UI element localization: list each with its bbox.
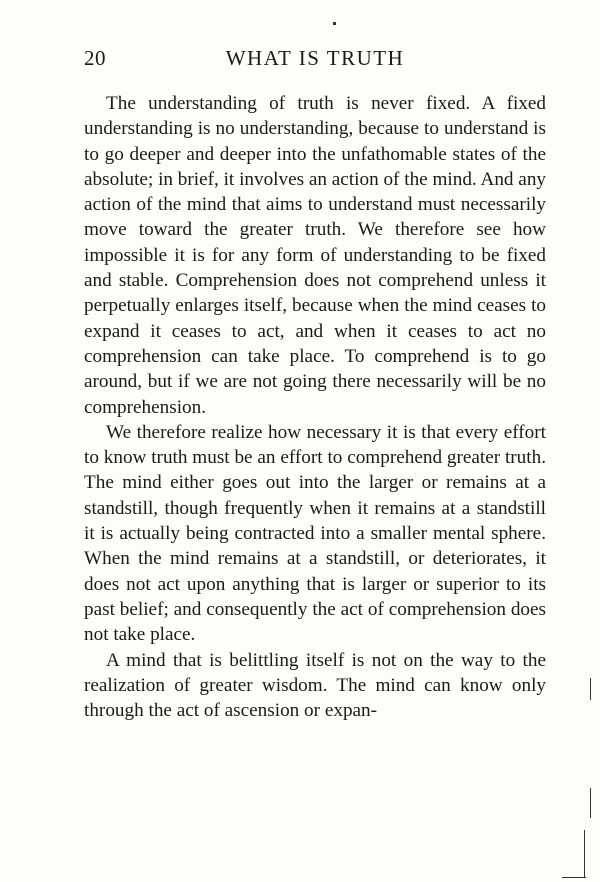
paragraph: The understanding of truth is never fixed. A fixed understanding is no understanding, because to understand is to go deeper and deeper into the unfathomable states of the absolute; in brief, it involves an action of the mind. And any action of the mind that aims to understand must necessarily move toward the greater truth. We therefore see how impossible it is for any form of understanding to be fixed and stable. Comprehension does not comprehend unless it perpetually enlarges itself, because when the mind ceases to expand it ceases to act, and when it ceases to act no comprehension can take place. To comprehend is to go around, but if we are not going there necessarily will be no comprehension. (84, 93, 547, 418)
page-header (84, 46, 546, 74)
paragraph: We therefore realize how necessary it is that every effort to know truth must be an effort to comprehend greater truth. The mind either goes out into the larger or remains at a standstill, though frequently when it remains at a standstill it is actually being contracted into a smaller mental sphere. When the mind remains at a standstill, or deteriorates, it does not act upon anything that is larger or superior to its past belief; and consequently the act of comprehension does not take place. (84, 421, 546, 646)
scan-speck (590, 788, 591, 818)
scan-speck (590, 678, 591, 700)
scan-speck (333, 22, 336, 25)
scan-speck (562, 877, 586, 878)
running-title: WHAT IS TRUTH (225, 46, 405, 70)
body-text (84, 91, 546, 723)
paragraph: A mind that is belittling itself is not on the way to the realization of greater wisdom. The mind can know only through the act of ascension or expan- (84, 649, 546, 722)
page-number: 20 (84, 46, 106, 70)
scan-speck (584, 830, 585, 878)
